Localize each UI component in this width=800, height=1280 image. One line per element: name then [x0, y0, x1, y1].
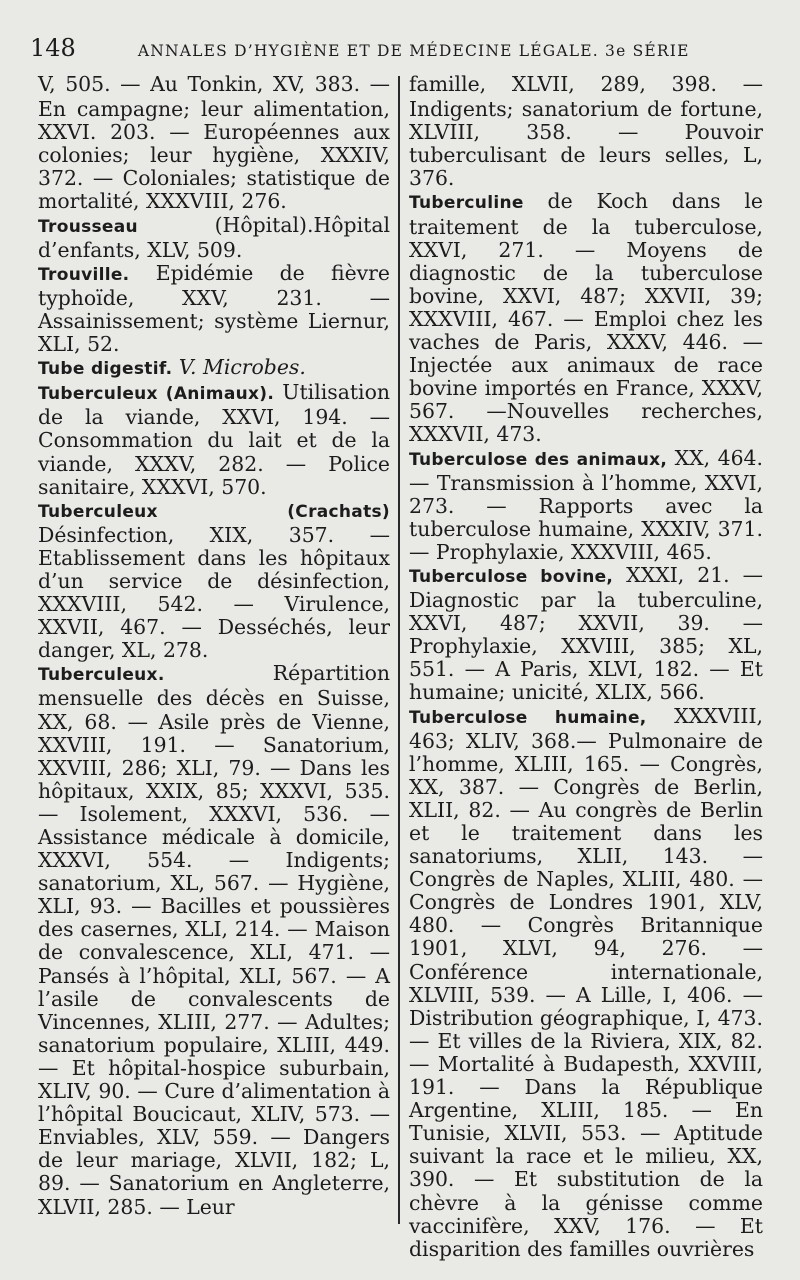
- index-entry: [409, 73, 763, 190]
- index-entry: [38, 73, 390, 214]
- entry-text: (Hôpital).Hôpital d’enfants, XLV, 509.: [38, 212, 390, 262]
- column-divider: [398, 76, 400, 1224]
- entry-text: V. Microbes.: [178, 355, 306, 380]
- entry-headword: Tuberculose humaine,: [409, 707, 647, 728]
- page-number: 148: [30, 34, 76, 62]
- entry-text: Désinfection, XIX, 357. — Etablissement dans les hôpitaux d’un service de désinfection, XXXVIII, 542. — Virulence, XXVII, 467. — Desséchés, leur danger, XL, 278.: [38, 522, 390, 663]
- entry-text: Epidémie de fièvre typhoïde, XXV, 231. — Assainissement; système Liernur, XLI, 52.: [38, 260, 390, 357]
- entry-text: V, 505. — Au Tonkin, XV, 383. —En campagne; leur alimentation, XXVI. 203. — Européennes aux colonies; leur hygiène, XXXIV, 372. — Coloniales; statistique de mortalité, XXXVIII, 276.: [38, 72, 390, 214]
- left-column: [38, 73, 390, 1219]
- entry-headword: Tuberculose des animaux,: [409, 449, 668, 470]
- entry-headword: Trousseau: [38, 216, 138, 237]
- entry-headword: Tuberculine: [409, 193, 524, 214]
- page-header: [30, 34, 770, 64]
- entry-headword: Trouville.: [38, 264, 130, 285]
- entry-headword: Tuberculeux.: [38, 665, 165, 686]
- entry-text: Répartition mensuelle des décès en Suisse, XX, 68. — Asile près de Vienne, XXVIII, 191. — Sanatorium, XXVIII, 286; XLI, 79. — Dans les hôpitaux, XXIX, 85; XXXVI, 535. — Isolement, XXXVI, 536. — Assistance médicale à domicile, XXXVI, 554. — Indigents; sanatorium, XL, 567. — Hygiène, XLI, 93. — Bacilles et poussières des casernes, XLI, 214. — Maison de convalescence, XLI, 471. — Pansés à l’hôpital, XLI, 567. — A l’asile de convalescents de Vincennes, XLIII, 277. — Adultes; sanatorium populaire, XLIII, 449. — Et hôpital-hospice suburbain, XLIV, 90. — Cure d’alimentation à l’hôpital Boucicaut, XLIV, 573. — Enviables, XLV, 559. — Dangers de leur mariage, XLVII, 182; L, 89. — Sanatorium en Angleterre, XLVII, 285. — Leur: [38, 661, 390, 1219]
- entry-headword: Tuberculeux (Crachats): [38, 501, 390, 522]
- entry-headword: Tube digestif.: [38, 359, 173, 380]
- entry-text: XXXVIII, 463; XLIV, 368.— Pulmonaire de l’homme, XLIII, 165. — Congrès, XX, 387. — Congrès de Berlin, XLII, 82. — Au congrès de Berlin et le traitement dans les sanatoriums, XLII, 143. — Congrès de Naples, XLIII, 480. — Congrès de Londres 1901, XLV, 480. — Congrès Britannique 1901, XLVI, 94, 276. — Conférence internationale, XLVIII, 539. — A Lille, I, 406. — Distribution géographique, I, 473. — Et villes de la Riviera, XIX, 82. — Mortalité à Budapesth, XXVIII, 191. — Dans la République Argentine, XLIII, 185. — En Tunisie, XLVII, 553. — Aptitude suivant la race et le milieu, XX, 390. — Et substitution de la chèvre à la génisse comme vaccinifère, XXV, 176. — Et disparition des familles ouvrières: [409, 703, 763, 1261]
- index-entry: [38, 262, 390, 356]
- entry-text: XXXI, 21. —Diagnostic par la tuberculine, XXVI, 487; XXVII, 39. — Prophylaxie, XXVIII, 385; XL, 551. — A Paris, XLVI, 182. — Et humaine; unicité, XLIX, 566.: [409, 562, 763, 705]
- entry-text: famille, XLVII, 289, 398. — Indigents; sanatorium de fortune, XLVIII, 358. — Pouvoir tuberculisant de leurs selles, L, 376.: [409, 72, 763, 191]
- index-entry: [38, 214, 390, 262]
- index-entry: [38, 662, 390, 1218]
- right-column: [409, 73, 763, 1261]
- index-entry: [38, 381, 390, 498]
- index-entry: [38, 356, 390, 381]
- entry-text: de Koch dans le traitement de la tuberculose, XXVI, 271. — Moyens de diagnostic de la tuberculose bovine, XXVI, 487; XXVII, 39; XXXVIII, 467. — Emploi chez les vaches de Paris, XXXV, 446. — Injectée aux animaux de race bovine importés en France, XXXV, 567. —Nouvelles recherches, XXXVII, 473.: [409, 189, 763, 447]
- entry-headword: Tuberculeux (Animaux).: [38, 384, 275, 405]
- index-entry: [409, 190, 763, 446]
- index-entry: [409, 447, 763, 564]
- index-entry: [409, 705, 763, 1261]
- running-head: ANNALES D’HYGIÈNE ET DE MÉDECINE LÉGALE. 3e SÉRIE: [137, 42, 690, 60]
- entry-text: XX, 464. — Transmission à l’homme, XXVI, 273. — Rapports avec la tuberculose humaine, XXXIV, 371. — Prophylaxie, XXXVIII, 465.: [409, 445, 764, 564]
- entry-text: Utilisation de la viande, XXVI, 194. — Consommation du lait et de la viande, XXXV, 282. — Police sanitaire, XXXVI, 570.: [38, 380, 390, 499]
- index-entry: [409, 564, 763, 705]
- index-entry: [38, 499, 390, 663]
- entry-headword: Tuberculose bovine,: [409, 566, 614, 587]
